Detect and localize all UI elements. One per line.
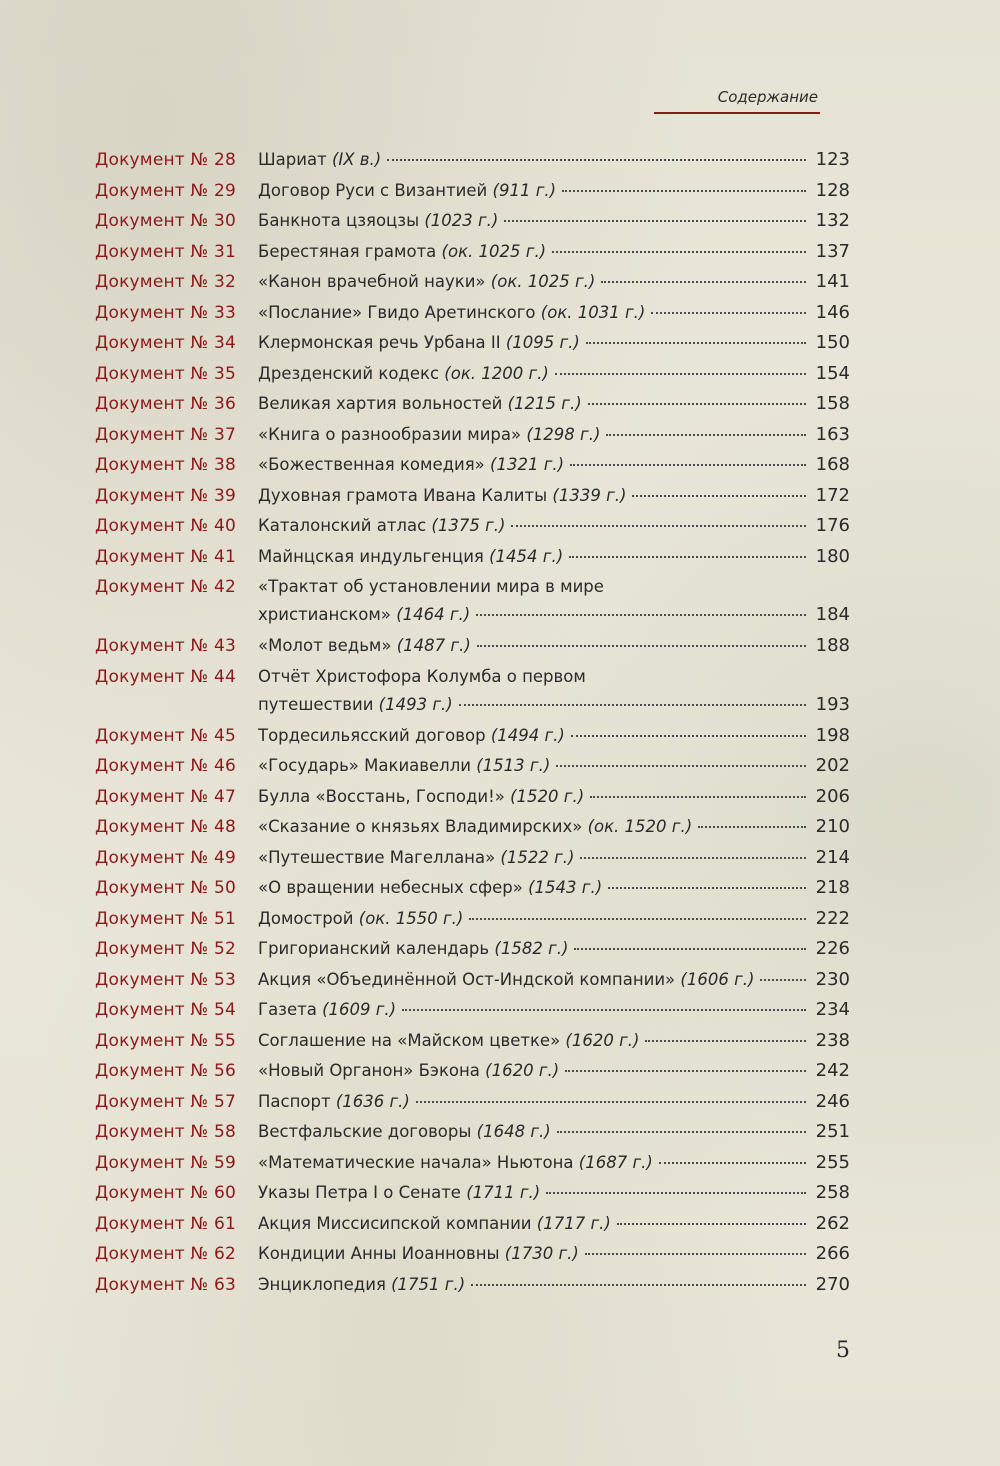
entry-year: (1375 г.) <box>431 516 506 535</box>
entry-title: «Канон врачебной науки» <box>258 272 486 291</box>
toc-entry <box>95 751 850 782</box>
entry-text <box>258 1087 850 1118</box>
entry-page: 255 <box>815 1151 850 1173</box>
entry-text <box>258 237 850 268</box>
leader-dots <box>402 1008 806 1011</box>
entry-page: 184 <box>815 604 850 625</box>
toc-entry <box>95 934 850 965</box>
leader-dots <box>557 1130 806 1133</box>
leader-dots <box>477 644 806 647</box>
entry-text <box>258 420 850 451</box>
entry-year: (1522 г.) <box>500 847 575 867</box>
entry-title: Вестфальские договоры <box>258 1122 472 1141</box>
document-number: Документ № 35 <box>95 363 237 384</box>
toc-entry <box>95 1209 850 1240</box>
toc-entry <box>95 267 850 298</box>
entry-year: (1687 г.) <box>578 1152 653 1172</box>
toc-entry <box>95 1056 850 1087</box>
entry-page: 262 <box>815 1212 850 1234</box>
entry-page: 214 <box>815 846 850 868</box>
document-number: Документ № 55 <box>95 1030 237 1051</box>
entry-title: «Новый Органон» Бэкона <box>258 1061 480 1080</box>
leader-dots <box>570 463 806 466</box>
leader-dots <box>571 734 806 737</box>
entry-year: (1023 г.) <box>424 211 499 230</box>
document-number: Документ № 38 <box>95 455 237 475</box>
entry-title: Акция Миссисипской компании <box>258 1213 532 1233</box>
document-number: Документ № 62 <box>95 1244 237 1264</box>
entry-page: 172 <box>815 484 850 506</box>
running-header <box>654 88 820 114</box>
entry-year: (1454 г.) <box>489 546 564 566</box>
toc-entry <box>95 481 850 512</box>
document-number: Документ № 33 <box>95 302 237 323</box>
document-number: Документ № 51 <box>95 908 237 929</box>
entry-page: 198 <box>815 724 850 746</box>
leader-dots <box>698 825 806 828</box>
entry-page: 154 <box>815 362 850 384</box>
entry-page: 168 <box>815 454 850 475</box>
entry-text <box>258 389 850 420</box>
document-number: Документ № 42 <box>95 577 237 597</box>
toc-entry <box>95 965 850 996</box>
toc-entry <box>95 420 850 451</box>
entry-year: (IX в.) <box>331 150 382 169</box>
document-number: Документ № 47 <box>95 786 237 807</box>
entry-text <box>258 1117 850 1148</box>
entry-year: (1711 г.) <box>466 1183 541 1202</box>
entry-title: «Государь» Макиавелли <box>258 756 471 775</box>
entry-text <box>258 572 850 631</box>
entry-text <box>258 145 850 176</box>
toc-entry <box>95 843 850 874</box>
entry-year: (1298 г.) <box>526 424 601 444</box>
leader-dots <box>580 856 806 859</box>
entry-title: Энциклопедия <box>258 1274 386 1294</box>
toc-entry <box>95 572 850 631</box>
entry-title: Акция «Объединённой Ост-Индской компании» <box>258 969 676 989</box>
entry-page: 188 <box>815 635 850 656</box>
toc-entry <box>95 782 850 813</box>
document-number: Документ № 43 <box>95 636 237 656</box>
entry-text <box>258 328 850 359</box>
toc-entry <box>95 511 850 542</box>
document-number: Документ № 31 <box>95 241 237 262</box>
entry-text <box>258 267 850 298</box>
entry-year: (1620 г.) <box>485 1061 560 1080</box>
entry-title: Клермонская речь Урбана II <box>258 333 501 352</box>
entry-title: Берестяная грамота <box>258 241 437 261</box>
leader-dots <box>504 219 806 222</box>
entry-page: 226 <box>815 938 850 959</box>
document-number: Документ № 49 <box>95 847 237 868</box>
entry-text <box>258 934 850 965</box>
entry-title: «Трактат об установлении мира в мире <box>258 577 604 596</box>
entry-title: Григорианский календарь <box>258 939 490 958</box>
entry-title: «Послание» Гвидо Аретинского <box>258 302 536 322</box>
entry-year: (1513 г.) <box>476 756 551 775</box>
entry-title: Дрезденский кодекс <box>258 363 440 383</box>
document-number: Документ № 30 <box>95 211 237 231</box>
entry-text <box>258 1209 850 1240</box>
entry-text <box>258 1239 850 1270</box>
leader-dots <box>546 1191 806 1194</box>
entry-year: (1751 г.) <box>391 1274 466 1294</box>
leader-dots <box>476 613 806 616</box>
toc-entry <box>95 328 850 359</box>
entry-page: 202 <box>815 755 850 776</box>
document-number: Документ № 52 <box>95 939 237 959</box>
entry-year: (1582 г.) <box>494 939 569 958</box>
document-number: Документ № 46 <box>95 756 237 776</box>
entry-text <box>258 511 850 542</box>
document-number: Документ № 54 <box>95 1000 237 1020</box>
document-number: Документ № 48 <box>95 817 237 837</box>
document-number: Документ № 34 <box>95 333 237 353</box>
entry-page: 180 <box>815 545 850 567</box>
entry-page: 141 <box>815 271 850 292</box>
document-number: Документ № 36 <box>95 394 237 414</box>
toc-entry <box>95 904 850 935</box>
entry-page: 242 <box>815 1060 850 1081</box>
entry-year: (ок. 1025 г.) <box>441 241 547 261</box>
entry-text <box>258 631 850 662</box>
entry-text <box>258 481 850 512</box>
entry-text <box>258 359 850 390</box>
entry-page: 218 <box>815 877 850 898</box>
toc-entry <box>95 721 850 752</box>
entry-year: (1487 г.) <box>396 636 471 655</box>
table-of-contents <box>95 145 850 1300</box>
entry-year: (1606 г.) <box>680 969 755 989</box>
entry-text <box>258 904 850 935</box>
entry-title: Майнцская индульгенция <box>258 546 484 566</box>
toc-entry <box>95 237 850 268</box>
document-number: Документ № 57 <box>95 1091 237 1112</box>
toc-entry <box>95 1270 850 1301</box>
document-number: Документ № 60 <box>95 1183 237 1203</box>
toc-entry <box>95 631 850 662</box>
entry-text <box>258 812 850 843</box>
entry-title: Соглашение на «Майском цветке» <box>258 1030 561 1050</box>
document-number: Документ № 28 <box>95 150 237 170</box>
document-number: Документ № 56 <box>95 1061 237 1081</box>
entry-year: (ок. 1200 г.) <box>444 363 549 383</box>
entry-year: (1648 г.) <box>476 1122 551 1141</box>
entry-text <box>258 843 850 874</box>
entry-title: Тордесильясский договор <box>258 725 486 745</box>
leader-dots <box>590 795 806 798</box>
toc-entry <box>95 359 850 390</box>
header-rule <box>654 112 820 114</box>
entry-year: (1493 г.) <box>378 694 453 714</box>
document-number: Документ № 58 <box>95 1122 237 1142</box>
leader-dots <box>469 917 806 920</box>
document-number: Документ № 29 <box>95 180 237 201</box>
leader-dots <box>608 886 806 889</box>
entry-title: Паспорт <box>258 1091 331 1111</box>
entry-text <box>258 1056 850 1087</box>
entry-title-cont: путешествии <box>258 694 374 714</box>
document-number: Документ № 41 <box>95 546 237 567</box>
document-number: Документ № 37 <box>95 424 237 445</box>
entry-year: (ок. 1520 г.) <box>587 817 693 836</box>
leader-dots <box>574 947 806 950</box>
entry-text <box>258 873 850 904</box>
entry-year: (1339 г.) <box>552 485 627 505</box>
leader-dots <box>556 764 806 767</box>
leader-dots <box>585 1252 806 1255</box>
entry-line <box>258 600 850 629</box>
page-number: 5 <box>836 1338 850 1363</box>
toc-entry <box>95 1026 850 1057</box>
entry-page: 176 <box>815 515 850 536</box>
toc-entry <box>95 450 850 481</box>
leader-dots <box>760 978 806 981</box>
entry-title: «Молот ведьм» <box>258 636 392 655</box>
entry-page: 163 <box>815 423 850 445</box>
entry-year: (ок. 1550 г.) <box>358 908 464 928</box>
document-number: Документ № 45 <box>95 725 237 746</box>
entry-page: 132 <box>815 210 850 231</box>
document-number: Документ № 53 <box>95 969 237 990</box>
entry-text <box>258 1026 850 1057</box>
entry-text <box>258 450 850 481</box>
leader-dots <box>659 1161 806 1164</box>
entry-page: 137 <box>815 240 850 262</box>
toc-entry <box>95 206 850 237</box>
entry-year: (1543 г.) <box>528 878 603 897</box>
entry-text <box>258 1148 850 1179</box>
toc-entry <box>95 1239 850 1270</box>
entry-title: «Божественная комедия» <box>258 455 485 474</box>
leader-dots <box>562 189 806 192</box>
entry-text <box>258 1270 850 1301</box>
entry-page: 123 <box>815 149 850 170</box>
entry-year: (1520 г.) <box>510 786 585 806</box>
toc-entry <box>95 145 850 176</box>
document-number: Документ № 59 <box>95 1152 237 1173</box>
document-number: Документ № 50 <box>95 878 237 898</box>
entry-text <box>258 1178 850 1209</box>
entry-page: 128 <box>815 179 850 201</box>
toc-entry <box>95 1117 850 1148</box>
entry-year: (ок. 1025 г.) <box>490 272 596 291</box>
entry-page: 258 <box>815 1182 850 1203</box>
entry-line <box>258 690 850 719</box>
leader-dots <box>459 703 806 706</box>
entry-text <box>258 542 850 573</box>
entry-text <box>258 995 850 1026</box>
entry-text <box>258 176 850 207</box>
entry-title: Каталонский атлас <box>258 516 427 535</box>
toc-entry <box>95 1087 850 1118</box>
entry-text <box>258 965 850 996</box>
entry-title: Указы Петра I о Сенате <box>258 1183 461 1202</box>
entry-year: (1636 г.) <box>335 1091 410 1111</box>
section-title: Содержание <box>717 88 818 106</box>
leader-dots <box>601 280 806 283</box>
entry-year: (1609 г.) <box>322 1000 397 1019</box>
entry-page: 222 <box>815 907 850 929</box>
entry-page: 193 <box>815 693 850 715</box>
entry-text <box>258 751 850 782</box>
leader-dots <box>552 250 806 253</box>
toc-entry <box>95 812 850 843</box>
document-number: Документ № 61 <box>95 1213 237 1234</box>
leader-dots <box>617 1222 806 1225</box>
entry-page: 246 <box>815 1090 850 1112</box>
document-number: Документ № 63 <box>95 1274 237 1295</box>
toc-entry <box>95 662 850 721</box>
leader-dots <box>555 372 806 375</box>
document-number: Документ № 39 <box>95 485 237 506</box>
entry-title: Великая хартия вольностей <box>258 394 503 413</box>
entry-title: Булла «Восстань, Господи!» <box>258 786 505 806</box>
leader-dots <box>387 158 806 161</box>
entry-title: Шариат <box>258 150 327 169</box>
entry-title: Договор Руси с Византией <box>258 180 488 200</box>
leader-dots <box>416 1100 806 1103</box>
entry-title: Домострой <box>258 908 354 928</box>
entry-year: (1494 г.) <box>490 725 565 745</box>
entry-year: (ок. 1031 г.) <box>540 302 646 322</box>
entry-page: 210 <box>815 816 850 837</box>
entry-page: 234 <box>815 999 850 1020</box>
entry-title: Газета <box>258 1000 317 1019</box>
toc-entry <box>95 873 850 904</box>
entry-page: 146 <box>815 301 850 323</box>
entry-year: (911 г.) <box>492 180 557 200</box>
entry-year: (1095 г.) <box>505 333 580 352</box>
entry-page: 238 <box>815 1029 850 1051</box>
entry-title: Духовная грамота Ивана Калиты <box>258 485 548 505</box>
document-number: Документ № 32 <box>95 272 237 292</box>
toc-entry <box>95 176 850 207</box>
entry-page: 206 <box>815 785 850 807</box>
entry-text <box>258 782 850 813</box>
entry-title-cont: христианском» <box>258 605 391 624</box>
entry-year: (1215 г.) <box>507 394 582 413</box>
entry-page: 270 <box>815 1273 850 1295</box>
toc-entry <box>95 298 850 329</box>
toc-entry <box>95 389 850 420</box>
entry-title: «О вращении небесных сфер» <box>258 878 523 897</box>
leader-dots <box>606 433 806 436</box>
leader-dots <box>565 1069 806 1072</box>
entry-year: (1321 г.) <box>490 455 565 474</box>
entry-year: (1620 г.) <box>565 1030 640 1050</box>
entry-year: (1717 г.) <box>536 1213 611 1233</box>
document-number: Документ № 44 <box>95 666 237 687</box>
entry-text <box>258 206 850 237</box>
leader-dots <box>588 402 806 405</box>
entry-page: 266 <box>815 1243 850 1264</box>
leader-dots <box>471 1283 806 1286</box>
entry-title: Банкнота цзяоцзы <box>258 211 420 230</box>
entry-page: 230 <box>815 968 850 990</box>
entry-text <box>258 298 850 329</box>
leader-dots <box>632 494 806 497</box>
toc-entry <box>95 1148 850 1179</box>
entry-page: 150 <box>815 332 850 353</box>
entry-year: (1464 г.) <box>396 605 471 624</box>
entry-title: «Математические начала» Ньютона <box>258 1152 574 1172</box>
leader-dots <box>645 1039 806 1042</box>
leader-dots <box>586 341 806 344</box>
entry-text <box>258 721 850 752</box>
toc-entry <box>95 542 850 573</box>
toc-entry <box>95 1178 850 1209</box>
leader-dots <box>651 311 806 314</box>
entry-title: Кондиции Анны Иоанновны <box>258 1244 500 1263</box>
entry-title: «Путешествие Магеллана» <box>258 847 496 867</box>
entry-page: 251 <box>815 1121 850 1142</box>
leader-dots <box>511 524 806 527</box>
toc-entry <box>95 995 850 1026</box>
entry-year: (1730 г.) <box>504 1244 579 1263</box>
entry-title: «Сказание о князьях Владимирских» <box>258 817 583 836</box>
entry-title: «Книга о разнообразии мира» <box>258 424 522 444</box>
entry-page: 158 <box>815 393 850 414</box>
entry-title: Отчёт Христофора Колумба о первом <box>258 666 586 686</box>
leader-dots <box>569 555 806 558</box>
entry-text <box>258 662 850 721</box>
document-number: Документ № 40 <box>95 516 237 536</box>
